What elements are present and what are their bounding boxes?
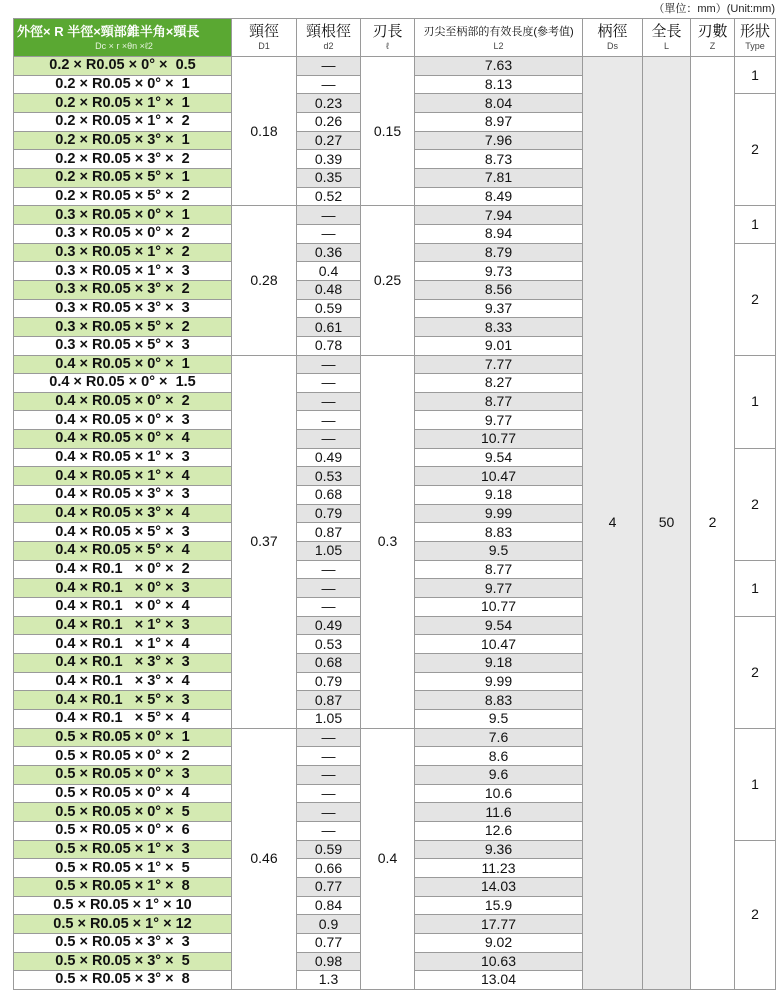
size-cell: 0.4 × R0.1 × 3° × 4 <box>14 672 232 691</box>
effective-length-cell: 9.77 <box>415 579 583 598</box>
neck-root-diameter-cell: 0.26 <box>297 112 361 131</box>
size-cell: 0.3 × R0.05 × 1° × 2 <box>14 243 232 262</box>
neck-root-diameter-cell: 0.4 <box>297 262 361 281</box>
header-effective-length: 刃尖至柄部的有效長度(參考值) L2 <box>415 19 583 57</box>
effective-length-cell: 7.81 <box>415 168 583 187</box>
effective-length-cell: 10.63 <box>415 952 583 971</box>
neck-root-diameter-cell: — <box>297 392 361 411</box>
neck-root-diameter-cell: 0.49 <box>297 616 361 635</box>
neck-root-diameter-cell: 0.87 <box>297 691 361 710</box>
neck-diameter-cell: 0.46 <box>232 728 297 989</box>
effective-length-cell: 10.6 <box>415 784 583 803</box>
neck-root-diameter-cell: 0.27 <box>297 131 361 150</box>
spec-table <box>13 18 776 990</box>
type-cell: 1 <box>735 560 776 616</box>
type-cell: 1 <box>735 57 776 94</box>
neck-root-diameter-cell: — <box>297 430 361 449</box>
effective-length-cell: 17.77 <box>415 915 583 934</box>
header-flute-length: 刃長 ℓ <box>361 19 415 57</box>
size-cell: 0.3 × R0.05 × 0° × 2 <box>14 224 232 243</box>
neck-root-diameter-cell: — <box>297 560 361 579</box>
size-cell: 0.4 × R0.1 × 0° × 3 <box>14 579 232 598</box>
header-type: 形狀 Type <box>735 19 776 57</box>
neck-root-diameter-cell: — <box>297 784 361 803</box>
neck-root-diameter-cell: 0.52 <box>297 187 361 206</box>
size-cell: 0.5 × R0.05 × 3° × 5 <box>14 952 232 971</box>
size-cell: 0.5 × R0.05 × 0° × 1 <box>14 728 232 747</box>
effective-length-cell: 15.9 <box>415 896 583 915</box>
neck-root-diameter-cell: — <box>297 224 361 243</box>
neck-root-diameter-cell: — <box>297 355 361 374</box>
neck-root-diameter-cell: 0.59 <box>297 840 361 859</box>
unit-note: （單位：mm）(Unit:mm) <box>653 3 775 15</box>
header-shank-diameter: 柄徑 Ds <box>583 19 643 57</box>
neck-root-diameter-cell: — <box>297 765 361 784</box>
effective-length-cell: 7.77 <box>415 355 583 374</box>
size-cell: 0.5 × R0.05 × 0° × 4 <box>14 784 232 803</box>
effective-length-cell: 12.6 <box>415 821 583 840</box>
size-cell: 0.2 × R0.05 × 5° × 1 <box>14 168 232 187</box>
neck-root-diameter-cell: 1.3 <box>297 971 361 990</box>
flute-length-cell: 0.15 <box>361 57 415 206</box>
effective-length-cell: 9.5 <box>415 709 583 728</box>
size-cell: 0.4 × R0.05 × 0° × 3 <box>14 411 232 430</box>
neck-root-diameter-cell: 0.66 <box>297 859 361 878</box>
effective-length-cell: 14.03 <box>415 877 583 896</box>
size-cell: 0.2 × R0.05 × 1° × 2 <box>14 112 232 131</box>
shank-diameter-cell: 4 <box>583 57 643 990</box>
size-cell: 0.3 × R0.05 × 3° × 2 <box>14 280 232 299</box>
effective-length-cell: 9.36 <box>415 840 583 859</box>
effective-length-cell: 9.18 <box>415 486 583 505</box>
size-cell: 0.2 × R0.05 × 5° × 2 <box>14 187 232 206</box>
neck-root-diameter-cell: 0.77 <box>297 877 361 896</box>
effective-length-cell: 7.94 <box>415 206 583 225</box>
effective-length-cell: 9.77 <box>415 411 583 430</box>
effective-length-cell: 8.97 <box>415 112 583 131</box>
neck-diameter-cell: 0.28 <box>232 206 297 355</box>
size-cell: 0.5 × R0.05 × 0° × 3 <box>14 765 232 784</box>
size-cell: 0.5 × R0.05 × 0° × 2 <box>14 747 232 766</box>
neck-root-diameter-cell: — <box>297 803 361 822</box>
effective-length-cell: 9.18 <box>415 654 583 673</box>
effective-length-cell: 9.02 <box>415 933 583 952</box>
neck-root-diameter-cell: 0.84 <box>297 896 361 915</box>
size-cell: 0.3 × R0.05 × 1° × 3 <box>14 262 232 281</box>
spec-body <box>14 57 776 990</box>
effective-length-cell: 7.63 <box>415 57 583 76</box>
neck-root-diameter-cell: 0.36 <box>297 243 361 262</box>
effective-length-cell: 8.33 <box>415 318 583 337</box>
neck-root-diameter-cell: 0.53 <box>297 467 361 486</box>
neck-root-diameter-cell: 0.49 <box>297 448 361 467</box>
effective-length-cell: 7.6 <box>415 728 583 747</box>
effective-length-cell: 8.49 <box>415 187 583 206</box>
effective-length-cell: 9.54 <box>415 616 583 635</box>
effective-length-cell: 8.77 <box>415 560 583 579</box>
size-cell: 0.4 × R0.1 × 0° × 2 <box>14 560 232 579</box>
effective-length-cell: 11.6 <box>415 803 583 822</box>
size-cell: 0.4 × R0.05 × 1° × 4 <box>14 467 232 486</box>
neck-root-diameter-cell: — <box>297 728 361 747</box>
neck-root-diameter-cell: 0.39 <box>297 150 361 169</box>
size-cell: 0.5 × R0.05 × 0° × 5 <box>14 803 232 822</box>
size-cell: 0.2 × R0.05 × 3° × 2 <box>14 150 232 169</box>
size-cell: 0.3 × R0.05 × 0° × 1 <box>14 206 232 225</box>
type-cell: 2 <box>735 448 776 560</box>
effective-length-cell: 8.6 <box>415 747 583 766</box>
neck-root-diameter-cell: — <box>297 411 361 430</box>
effective-length-cell: 8.56 <box>415 280 583 299</box>
size-cell: 0.4 × R0.05 × 5° × 3 <box>14 523 232 542</box>
header-flute-count: 刃數 Z <box>691 19 735 57</box>
effective-length-cell: 8.73 <box>415 150 583 169</box>
size-cell: 0.4 × R0.05 × 5° × 4 <box>14 542 232 561</box>
size-cell: 0.4 × R0.1 × 1° × 4 <box>14 635 232 654</box>
neck-root-diameter-cell: 0.79 <box>297 504 361 523</box>
effective-length-cell: 9.01 <box>415 336 583 355</box>
effective-length-cell: 8.04 <box>415 94 583 113</box>
size-cell: 0.4 × R0.05 × 0° × 2 <box>14 392 232 411</box>
effective-length-cell: 9.5 <box>415 542 583 561</box>
neck-root-diameter-cell: 0.98 <box>297 952 361 971</box>
size-cell: 0.5 × R0.05 × 1° × 5 <box>14 859 232 878</box>
neck-root-diameter-cell: 0.61 <box>297 318 361 337</box>
size-cell: 0.5 × R0.05 × 1° × 12 <box>14 915 232 934</box>
neck-root-diameter-cell: 0.68 <box>297 486 361 505</box>
effective-length-cell: 9.99 <box>415 672 583 691</box>
size-cell: 0.5 × R0.05 × 0° × 6 <box>14 821 232 840</box>
header-neck-root-diameter: 頸根徑 d2 <box>297 19 361 57</box>
size-cell: 0.4 × R0.05 × 0° × 4 <box>14 430 232 449</box>
neck-root-diameter-cell: — <box>297 206 361 225</box>
size-cell: 0.4 × R0.05 × 0° × 1.5 <box>14 374 232 393</box>
effective-length-cell: 9.73 <box>415 262 583 281</box>
neck-root-diameter-cell: — <box>297 374 361 393</box>
neck-root-diameter-cell: — <box>297 57 361 76</box>
size-cell: 0.5 × R0.05 × 1° × 3 <box>14 840 232 859</box>
effective-length-cell: 9.54 <box>415 448 583 467</box>
neck-root-diameter-cell: 0.79 <box>297 672 361 691</box>
effective-length-cell: 8.27 <box>415 374 583 393</box>
type-cell: 2 <box>735 94 776 206</box>
neck-root-diameter-cell: 1.05 <box>297 709 361 728</box>
size-cell: 0.4 × R0.1 × 5° × 4 <box>14 709 232 728</box>
effective-length-cell: 8.77 <box>415 392 583 411</box>
type-cell: 2 <box>735 243 776 355</box>
size-cell: 0.5 × R0.05 × 3° × 3 <box>14 933 232 952</box>
effective-length-cell: 9.37 <box>415 299 583 318</box>
effective-length-cell: 8.83 <box>415 523 583 542</box>
size-cell: 0.4 × R0.05 × 3° × 4 <box>14 504 232 523</box>
size-cell: 0.4 × R0.1 × 0° × 4 <box>14 598 232 617</box>
table-row <box>14 57 776 76</box>
flute-length-cell: 0.4 <box>361 728 415 989</box>
effective-length-cell: 8.83 <box>415 691 583 710</box>
size-cell: 0.2 × R0.05 × 0° × 1 <box>14 75 232 94</box>
neck-root-diameter-cell: 0.77 <box>297 933 361 952</box>
effective-length-cell: 8.13 <box>415 75 583 94</box>
effective-length-cell: 9.6 <box>415 765 583 784</box>
effective-length-cell: 8.79 <box>415 243 583 262</box>
neck-diameter-cell: 0.18 <box>232 57 297 206</box>
type-cell: 1 <box>735 728 776 840</box>
size-cell: 0.4 × R0.1 × 1° × 3 <box>14 616 232 635</box>
neck-root-diameter-cell: 0.78 <box>297 336 361 355</box>
size-cell: 0.3 × R0.05 × 3° × 3 <box>14 299 232 318</box>
neck-root-diameter-cell: 0.68 <box>297 654 361 673</box>
overall-length-cell: 50 <box>643 57 691 990</box>
effective-length-cell: 13.04 <box>415 971 583 990</box>
neck-root-diameter-cell: — <box>297 579 361 598</box>
neck-root-diameter-cell: — <box>297 821 361 840</box>
effective-length-cell: 10.77 <box>415 430 583 449</box>
neck-root-diameter-cell: 0.87 <box>297 523 361 542</box>
effective-length-cell: 11.23 <box>415 859 583 878</box>
size-cell: 0.4 × R0.1 × 3° × 3 <box>14 654 232 673</box>
type-cell: 1 <box>735 206 776 243</box>
header-size: 外徑× R 半徑×頸部錐半角×頸長 Dc × r ×θn ×ℓ2 <box>14 19 232 57</box>
size-cell: 0.5 × R0.05 × 3° × 8 <box>14 971 232 990</box>
neck-root-diameter-cell: 0.23 <box>297 94 361 113</box>
size-cell: 0.4 × R0.05 × 0° × 1 <box>14 355 232 374</box>
neck-diameter-cell: 0.37 <box>232 355 297 728</box>
neck-root-diameter-cell: — <box>297 75 361 94</box>
header-neck-diameter: 頸徑 D1 <box>232 19 297 57</box>
size-cell: 0.2 × R0.05 × 0° × 0.5 <box>14 57 232 76</box>
neck-root-diameter-cell: 0.35 <box>297 168 361 187</box>
neck-root-diameter-cell: — <box>297 747 361 766</box>
neck-root-diameter-cell: 0.9 <box>297 915 361 934</box>
header-overall-length: 全長 L <box>643 19 691 57</box>
size-cell: 0.5 × R0.05 × 1° × 8 <box>14 877 232 896</box>
neck-root-diameter-cell: 0.53 <box>297 635 361 654</box>
size-cell: 0.3 × R0.05 × 5° × 3 <box>14 336 232 355</box>
flute-count-cell: 2 <box>691 57 735 990</box>
flute-length-cell: 0.25 <box>361 206 415 355</box>
neck-root-diameter-cell: 1.05 <box>297 542 361 561</box>
neck-root-diameter-cell: — <box>297 598 361 617</box>
size-cell: 0.3 × R0.05 × 5° × 2 <box>14 318 232 337</box>
size-cell: 0.4 × R0.05 × 1° × 3 <box>14 448 232 467</box>
size-cell: 0.5 × R0.05 × 1° × 10 <box>14 896 232 915</box>
size-cell: 0.4 × R0.05 × 3° × 3 <box>14 486 232 505</box>
type-cell: 2 <box>735 616 776 728</box>
flute-length-cell: 0.3 <box>361 355 415 728</box>
effective-length-cell: 10.77 <box>415 598 583 617</box>
type-cell: 2 <box>735 840 776 989</box>
type-cell: 1 <box>735 355 776 448</box>
effective-length-cell: 7.96 <box>415 131 583 150</box>
effective-length-cell: 10.47 <box>415 467 583 486</box>
effective-length-cell: 9.99 <box>415 504 583 523</box>
size-cell: 0.2 × R0.05 × 3° × 1 <box>14 131 232 150</box>
effective-length-cell: 10.47 <box>415 635 583 654</box>
size-cell: 0.2 × R0.05 × 1° × 1 <box>14 94 232 113</box>
header-row <box>14 19 776 57</box>
size-cell: 0.4 × R0.1 × 5° × 3 <box>14 691 232 710</box>
neck-root-diameter-cell: 0.59 <box>297 299 361 318</box>
effective-length-cell: 8.94 <box>415 224 583 243</box>
neck-root-diameter-cell: 0.48 <box>297 280 361 299</box>
